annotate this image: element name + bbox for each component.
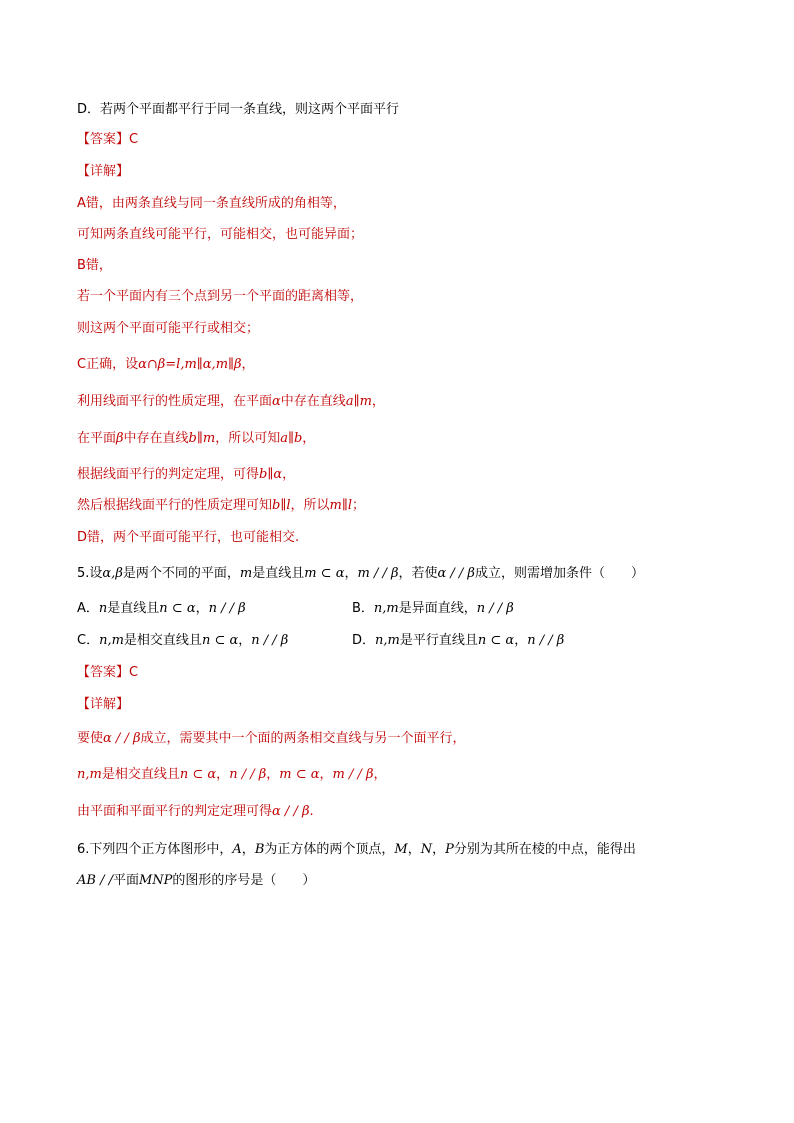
q5-option-d bbox=[352, 632, 564, 650]
math-expression: n / / β bbox=[527, 633, 565, 648]
math-expression: n bbox=[98, 601, 108, 616]
math-expression: n,m bbox=[375, 633, 400, 648]
math-expression: n / / β bbox=[229, 767, 267, 782]
option-label: D． bbox=[352, 633, 376, 648]
text: C正确，设 bbox=[77, 357, 139, 372]
math-expression: α / / β bbox=[103, 731, 141, 746]
text: 平面 bbox=[112, 873, 139, 888]
math-expression: m bbox=[239, 566, 253, 581]
text: 是平行直线且 bbox=[399, 633, 478, 648]
text: 是相交直线且 bbox=[101, 767, 180, 782]
q5-option-c bbox=[77, 632, 288, 650]
text: ， bbox=[514, 633, 528, 648]
q4-explain-line-5: 则这两个平面可能平行或相交； bbox=[77, 321, 260, 336]
q4-explain-line-8 bbox=[77, 430, 315, 448]
text: ， bbox=[195, 601, 209, 616]
text: 为正方体的两个顶点， bbox=[264, 842, 395, 857]
text: . bbox=[309, 804, 314, 819]
text: 成立，则需增加条件（ ） bbox=[474, 566, 644, 581]
math-expression: m / / β bbox=[332, 767, 374, 782]
q4-explain-line-10 bbox=[77, 497, 365, 515]
text: 由平面和平面平行的判定定理可得 bbox=[77, 804, 273, 819]
q6-stem-line-1 bbox=[77, 841, 636, 859]
q4-explain-line-1: A错，由两条直线与同一条直线所成的角相等， bbox=[77, 196, 346, 211]
q6-stem-line-2 bbox=[77, 872, 315, 890]
math-expression: n,m bbox=[99, 633, 124, 648]
math-expression: n / / β bbox=[476, 601, 514, 616]
q4-explain-line-3: B错， bbox=[77, 258, 112, 273]
math-expression: b∥m bbox=[188, 431, 216, 446]
q4-option-d: D．若两个平面都平行于同一条直线，则这两个平面平行 bbox=[77, 102, 400, 117]
text: 成立，需要其中一个面的两条相交直线与另一个面平行， bbox=[140, 731, 466, 746]
q4-detail-heading: 【详解】 bbox=[77, 164, 130, 179]
text: ， bbox=[241, 842, 255, 857]
math-expression: b∥α bbox=[259, 467, 283, 482]
math-expression: n / / β bbox=[208, 601, 246, 616]
text: ， bbox=[432, 842, 446, 857]
q5-explain-line-3 bbox=[77, 803, 314, 821]
text: 中存在直线 bbox=[280, 394, 346, 409]
option-label: B． bbox=[352, 601, 374, 616]
text: ，所以 bbox=[290, 498, 330, 513]
text: ， bbox=[302, 431, 316, 446]
text: 根据线面平行的判定定理，可得 bbox=[77, 467, 260, 482]
q5-explain-line-2 bbox=[77, 766, 387, 784]
math-expression: α,β bbox=[102, 566, 123, 581]
math-expression: α bbox=[272, 394, 281, 409]
math-expression: n ⊂ α bbox=[477, 633, 515, 648]
text: ； bbox=[352, 498, 366, 513]
text: ， bbox=[319, 767, 333, 782]
math-expression: AB / / bbox=[77, 873, 113, 888]
q4-explain-line-7 bbox=[77, 393, 385, 411]
text: ， bbox=[373, 767, 387, 782]
math-expression: m ⊂ α bbox=[279, 767, 320, 782]
math-expression: n / / β bbox=[251, 633, 289, 648]
math-expression: b∥l bbox=[272, 498, 291, 513]
q4-explain-line-11: D错，两个平面可能平行，也可能相交. bbox=[77, 530, 300, 545]
math-expression: n ⊂ α bbox=[201, 633, 239, 648]
text: 的图形的序号是（ ） bbox=[172, 873, 316, 888]
text: ， bbox=[241, 357, 255, 372]
q4-explain-line-4: 若一个平面内有三个点到另一个平面的距离相等， bbox=[77, 289, 364, 304]
text: 分别为其所在棱的中点，能得出 bbox=[453, 842, 636, 857]
q4-answer: 【答案】C bbox=[77, 132, 139, 147]
math-expression: m ⊂ α bbox=[304, 566, 345, 581]
math-expression: n,m bbox=[373, 601, 399, 616]
math-expression: m / / β bbox=[357, 566, 399, 581]
text: 在平面 bbox=[77, 431, 117, 446]
math-expression: m∥l bbox=[329, 498, 353, 513]
option-label: A． bbox=[77, 601, 99, 616]
text: 是异面直线， bbox=[398, 601, 477, 616]
text: 6.下列四个正方体图形中， bbox=[77, 842, 233, 857]
q4-explain-line-2: 可知两条直线可能平行，可能相交，也可能异面； bbox=[77, 227, 364, 242]
math-expression: a∥m bbox=[345, 394, 372, 409]
text: 利用线面平行的性质定理，在平面 bbox=[77, 394, 273, 409]
text: 中存在直线 bbox=[123, 431, 189, 446]
text: 要使 bbox=[77, 731, 104, 746]
q4-explain-line-6 bbox=[77, 356, 255, 374]
text: ， bbox=[371, 394, 385, 409]
text: 是直线且 bbox=[107, 601, 160, 616]
text: 是直线且 bbox=[252, 566, 305, 581]
math-expression: B bbox=[254, 842, 265, 857]
text: ， bbox=[407, 842, 421, 857]
text: 是两个不同的平面， bbox=[122, 566, 240, 581]
text: ，所以可知 bbox=[215, 431, 281, 446]
math-expression: α∩β=l,m∥α,m∥β bbox=[138, 357, 242, 372]
text: 5.设 bbox=[77, 566, 103, 581]
text: ， bbox=[344, 566, 358, 581]
math-expression: A bbox=[232, 842, 242, 857]
q4-explain-line-9 bbox=[77, 466, 295, 484]
math-expression: N bbox=[420, 842, 433, 857]
math-expression: β bbox=[116, 431, 124, 446]
q5-option-a bbox=[77, 600, 246, 618]
q5-answer: 【答案】C bbox=[77, 665, 139, 680]
text: ，若使 bbox=[398, 566, 438, 581]
q5-detail-heading: 【详解】 bbox=[77, 697, 130, 712]
text: 然后根据线面平行的性质定理可知 bbox=[77, 498, 273, 513]
text: 是相交直线且 bbox=[123, 633, 202, 648]
text: ， bbox=[216, 767, 230, 782]
math-expression: n ⊂ α bbox=[179, 767, 217, 782]
q5-option-b bbox=[352, 600, 514, 618]
math-expression: MNP bbox=[138, 873, 173, 888]
q5-explain-line-1 bbox=[77, 730, 465, 748]
text: ， bbox=[282, 467, 296, 482]
math-expression: n ⊂ α bbox=[159, 601, 196, 616]
math-expression: α / / β bbox=[437, 566, 475, 581]
math-expression: P bbox=[445, 842, 454, 857]
math-expression: α / / β bbox=[272, 804, 310, 819]
q5-stem bbox=[77, 565, 644, 583]
text: ， bbox=[266, 767, 280, 782]
math-expression: M bbox=[394, 842, 408, 857]
math-expression: n,m bbox=[77, 767, 102, 782]
option-label: C． bbox=[77, 633, 100, 648]
math-expression: a∥b bbox=[280, 431, 303, 446]
text: ， bbox=[238, 633, 252, 648]
